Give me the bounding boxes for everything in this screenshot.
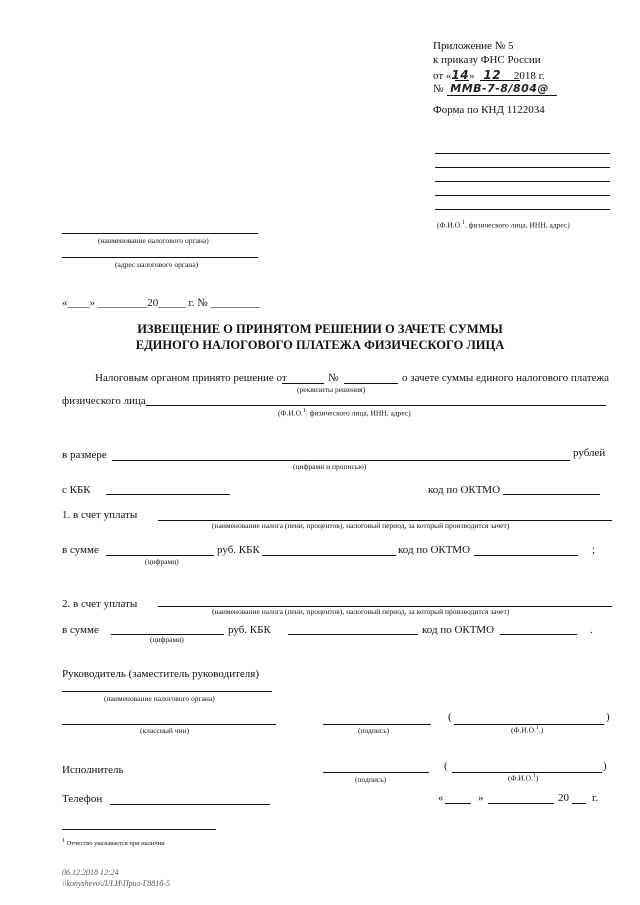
date-open-quote: «	[438, 792, 444, 804]
date-close-quote: »	[478, 792, 484, 804]
date-year-prefix: 20	[558, 792, 569, 804]
order-date-day: 14	[451, 68, 470, 82]
order-date-month: 12	[483, 68, 502, 82]
kbk-field[interactable]	[106, 494, 230, 495]
payment-1-digits-caption: (цифрами)	[145, 557, 179, 566]
head-fio-caption: (Ф.И.О.$^1$.)	[511, 725, 544, 735]
person-label: физического лица	[62, 395, 146, 407]
payment-2-oktmo-label: код по ОКТМО	[422, 624, 495, 636]
notice-date-number: «____» _________20_____ г. № _________	[62, 297, 261, 309]
recipient-line-2[interactable]	[435, 167, 610, 168]
payment-2-digits-caption: (цифрами)	[150, 635, 184, 644]
amount-label: в размере	[62, 449, 107, 461]
payment-1-oktmo-field[interactable]	[474, 555, 578, 556]
decision-number-field[interactable]	[344, 383, 398, 384]
phone-label: Телефон	[62, 793, 103, 805]
tax-authority-address-caption: (адрес налогового органа)	[115, 260, 199, 269]
person-field[interactable]	[146, 405, 606, 406]
recipient-line-5[interactable]	[435, 209, 610, 210]
amount-unit: рублей	[573, 447, 606, 459]
executor-sign-field[interactable]	[323, 772, 429, 773]
tax-authority-name-caption: (наименование налогового органа)	[98, 236, 209, 245]
amount-caption: (цифрами и прописью)	[293, 462, 367, 471]
order-number-handwritten: ММВ-7-8/804@	[450, 82, 549, 95]
payment-1-tax-caption: (наименование налога (пени, процентов), налоговый период, за который производится зачет)	[212, 521, 510, 530]
executor-label: Исполнитель	[62, 764, 124, 776]
tax-authority-name-line[interactable]	[62, 233, 258, 234]
appendix-number: Приложение № 5	[433, 40, 514, 52]
footer-timestamp: 06.12.2018 12:24	[62, 868, 119, 877]
head-rank-caption: (классный чин)	[140, 726, 190, 735]
amount-field[interactable]	[112, 460, 570, 461]
payment-2-rub-kbk: руб. КБК	[228, 624, 271, 636]
head-sign-field[interactable]	[323, 724, 431, 725]
decision-date-field[interactable]	[282, 383, 324, 384]
head-label: Руководитель (заместитель руководителя)	[62, 668, 259, 680]
decision-text-2: о зачете суммы единого налогового платежа	[402, 372, 609, 384]
executor-fio-paren-close: )	[603, 760, 607, 772]
document-title-line-1: ИЗВЕЩЕНИЕ О ПРИНЯТОМ РЕШЕНИИ О ЗАЧЕТЕ СУММЫ	[137, 322, 503, 336]
footnote: $^1$ Отчество указывается при наличии	[62, 838, 165, 848]
head-rank-field[interactable]	[62, 724, 276, 725]
form-code: Форма по КНД 1122034	[433, 104, 545, 116]
person-caption: (Ф.И.О.$^1$. физического лица, ИНН, адрес)	[278, 408, 411, 418]
footer-path: \\konyshevo\ЛЛ.И\Прил-Г881б-5	[62, 879, 170, 888]
head-authority-field[interactable]	[62, 691, 272, 692]
head-authority-caption: (наименование налогового органа)	[104, 694, 215, 703]
payment-1-sum-label: в сумме	[62, 544, 99, 556]
order-reference: к приказу ФНС России	[433, 54, 541, 66]
head-fio-paren-open: (	[448, 711, 452, 723]
phone-field[interactable]	[110, 804, 270, 805]
order-date: от «14» 12 2018 г.	[433, 68, 545, 82]
document-title-line-2: ЕДИНОГО НАЛОГОВОГО ПЛАТЕЖА ФИЗИЧЕСКОГО ЛИЦА	[135, 338, 505, 352]
recipient-caption: (Ф.И.О.$^1$. физического лица, ИНН, адрес)	[437, 220, 570, 230]
payment-1-rub-kbk: руб. КБК	[217, 544, 260, 556]
payment-1-sum-field[interactable]	[106, 555, 214, 556]
date-year-field[interactable]	[572, 803, 586, 804]
payment-2-end-mark: .	[590, 624, 593, 636]
payment-1-label: 1. в счет уплаты	[62, 509, 138, 521]
payment-2-label: 2. в счет уплаты	[62, 598, 138, 610]
payment-2-kbk-field[interactable]	[288, 634, 418, 635]
payment-1-kbk-field[interactable]	[262, 555, 396, 556]
executor-sign-caption: (подпись)	[355, 775, 387, 784]
date-day-field[interactable]	[445, 803, 471, 804]
date-month-field[interactable]	[488, 803, 554, 804]
oktmo-field[interactable]	[503, 494, 600, 495]
oktmo-label: код по ОКТМО	[428, 484, 501, 496]
recipient-line-1[interactable]	[435, 153, 610, 154]
payment-2-oktmo-field[interactable]	[500, 634, 577, 635]
head-sign-caption: (подпись)	[358, 726, 390, 735]
date-year-suffix: г.	[592, 792, 599, 804]
footnote-separator	[62, 829, 216, 830]
payment-1-oktmo-label: код по ОКТМО	[398, 544, 471, 556]
payment-2-sum-label: в сумме	[62, 624, 99, 636]
kbk-label: с КБК	[62, 484, 91, 496]
decision-text-1: Налоговым органом принято решение от	[95, 372, 287, 384]
recipient-line-4[interactable]	[435, 195, 610, 196]
payment-2-tax-caption: (наименование налога (пени, процентов), налоговый период, за который производится зачет)	[212, 607, 510, 616]
head-fio-paren-close: )	[606, 711, 610, 723]
order-number: № ММВ-7-8/804@	[433, 82, 549, 95]
tax-authority-address-line[interactable]	[62, 257, 258, 258]
recipient-line-3[interactable]	[435, 181, 610, 182]
executor-fio-caption: (Ф.И.О.$^1$)	[508, 773, 539, 783]
decision-caption: (реквизиты решения)	[297, 385, 366, 394]
executor-fio-paren-open: (	[444, 760, 448, 772]
payment-1-end-mark: ;	[592, 544, 596, 556]
decision-number-sign: №	[328, 372, 339, 384]
